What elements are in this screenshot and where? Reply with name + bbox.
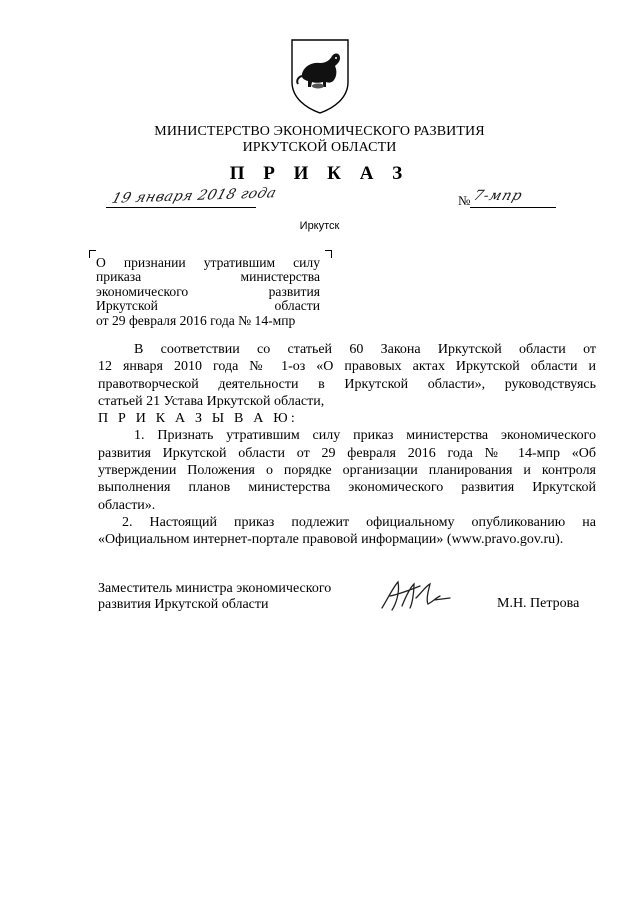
handwritten-signature <box>376 578 456 614</box>
body-line: статьей 21 Устава Иркутской области, <box>98 393 325 409</box>
title-line: приказа министерства <box>96 269 320 285</box>
body-line: 12 января 2010 года № 1-оз «О правовых актах Иркутской области и <box>98 359 596 375</box>
title-line: О признании утратившим силу <box>96 255 320 270</box>
title-line: Иркутской области <box>96 298 320 314</box>
number-sign: № <box>458 193 471 208</box>
title-corner-mark-left <box>89 250 96 258</box>
order-date-handwritten: 19 января 2018 года <box>109 185 279 207</box>
item-1-paragraph <box>98 427 596 513</box>
title-line: экономического развития <box>96 283 320 299</box>
body-line: 2. Настоящий приказ подлежит официальному опубликованию на <box>122 514 596 530</box>
body-line: развития Иркутской области от 29 февраля 2016 года № 14-мпр «Об <box>98 445 596 461</box>
body-line: 1. Признать утратившим силу приказ министерства экономического <box>134 428 596 444</box>
ministry-name-line2: ИРКУТСКОЙ ОБЛАСТИ <box>242 140 397 155</box>
body-line: правотворческой деятельности в Иркутской области», руководствуясь <box>98 376 596 392</box>
signatory-position-line1: Заместитель министра экономического <box>98 581 332 596</box>
body-line: «Официальном интернет-портале правовой информации» (www.pravo.gov.ru). <box>98 532 564 548</box>
order-keyword: П Р И К А З Ы В А Ю: <box>98 411 298 427</box>
body-line: В соответствии со статьей 60 Закона Иркутской области от <box>134 342 596 357</box>
city-name: Иркутск <box>299 220 340 232</box>
title-corner-mark-right <box>325 250 332 258</box>
signatory-position <box>98 581 331 613</box>
body-line: выполнения планов министерства экономического развития Иркутской <box>98 480 596 496</box>
body-line: области». <box>98 497 156 513</box>
document-type-heading: П Р И К А З <box>229 163 410 184</box>
document-title <box>96 256 320 328</box>
body-line: утверждении Положения о порядке организации планирования и контроля <box>98 463 596 479</box>
signatory-name: М.Н. Петрова <box>497 596 580 611</box>
ministry-name-line1: МИНИСТЕРСТВО ЭКОНОМИЧЕСКОГО РАЗВИТИЯ <box>154 124 485 139</box>
signatory-position-line2: развития Иркутской области <box>98 597 269 612</box>
coat-of-arms-emblem <box>288 36 352 116</box>
order-body <box>98 341 596 549</box>
preamble-paragraph <box>98 341 596 410</box>
date-underline <box>106 207 256 208</box>
number-underline <box>470 207 556 208</box>
title-line: от 29 февраля 2016 года № 14-мпр <box>96 312 296 328</box>
item-2-paragraph <box>98 514 596 549</box>
order-number-handwritten: 7-мпр <box>471 188 525 204</box>
